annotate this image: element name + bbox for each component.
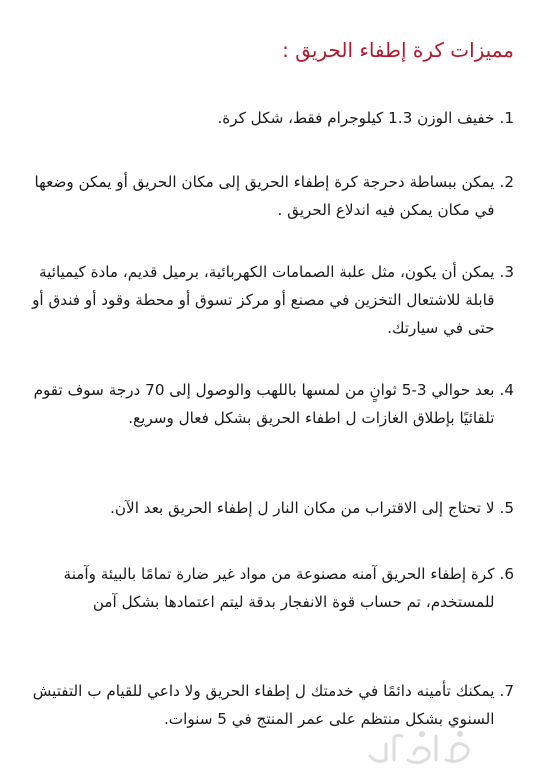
feature-number: 5.	[499, 499, 514, 517]
feature-number: 3.	[499, 263, 514, 281]
feature-text: يمكن أن يكون، مثل علبة الصمامات الكهربائية، برميل قديم، مادة كيميائية قابلة للاشتعال التخزين في مصنع أو مركز تسوق أو محطة وقود أو فندق أو حتى في سيارتك.	[32, 263, 495, 337]
feature-text: خفيف الوزن 1.3 كيلوجرام فقط، شكل كرة.	[217, 109, 495, 127]
feature-number: 2.	[499, 173, 514, 191]
feature-number: 4.	[499, 381, 514, 399]
feature-item-4	[24, 376, 514, 432]
feature-text: يمكن ببساطة دحرجة كرة إطفاء الحريق إلى مكان الحريق أو يمكن وضعها في مكان يمكن فيه اندلاع الحريق .	[34, 173, 495, 219]
feature-item-2	[24, 168, 514, 224]
feature-text: يمكنك تأمينه دائمًا في خدمتك ل إطفاء الحريق ولا داعي للقيام ب التفتيش السنوي بشكل منتظم على عمر المنتج في 5 سنوات.	[32, 682, 495, 728]
feature-text: لا تحتاج إلى الاقتراب من مكان النار ل إطفاء الحريق بعد الآن.	[110, 499, 495, 517]
feature-item-7	[24, 677, 514, 733]
feature-text: كرة إطفاء الحريق آمنه مصنوعة من مواد غير ضارة تمامًا بالبيئة وآمنة للمستخدم، تم حساب قوة الانفجار بدقة ليتم اعتمادها بشكل آمن	[63, 565, 495, 611]
feature-item-1	[24, 104, 514, 132]
feature-number: 7.	[499, 682, 514, 700]
feature-number: 6.	[499, 565, 514, 583]
haraj-watermark-logo	[362, 726, 482, 770]
feature-item-6	[24, 560, 514, 616]
feature-number: 1.	[499, 109, 514, 127]
feature-text: بعد حوالي 3-5 ثوانٍ من لمسها باللهب والوصول إلى 70 درجة سوف تقوم تلقائيًا بإطلاق الغازات ل اطفاء الحريق بشكل فعال وسريع.	[33, 381, 495, 427]
feature-item-3	[24, 258, 514, 342]
page-title: مميزات كرة إطفاء الحريق :	[282, 38, 514, 62]
feature-item-5	[24, 494, 514, 522]
